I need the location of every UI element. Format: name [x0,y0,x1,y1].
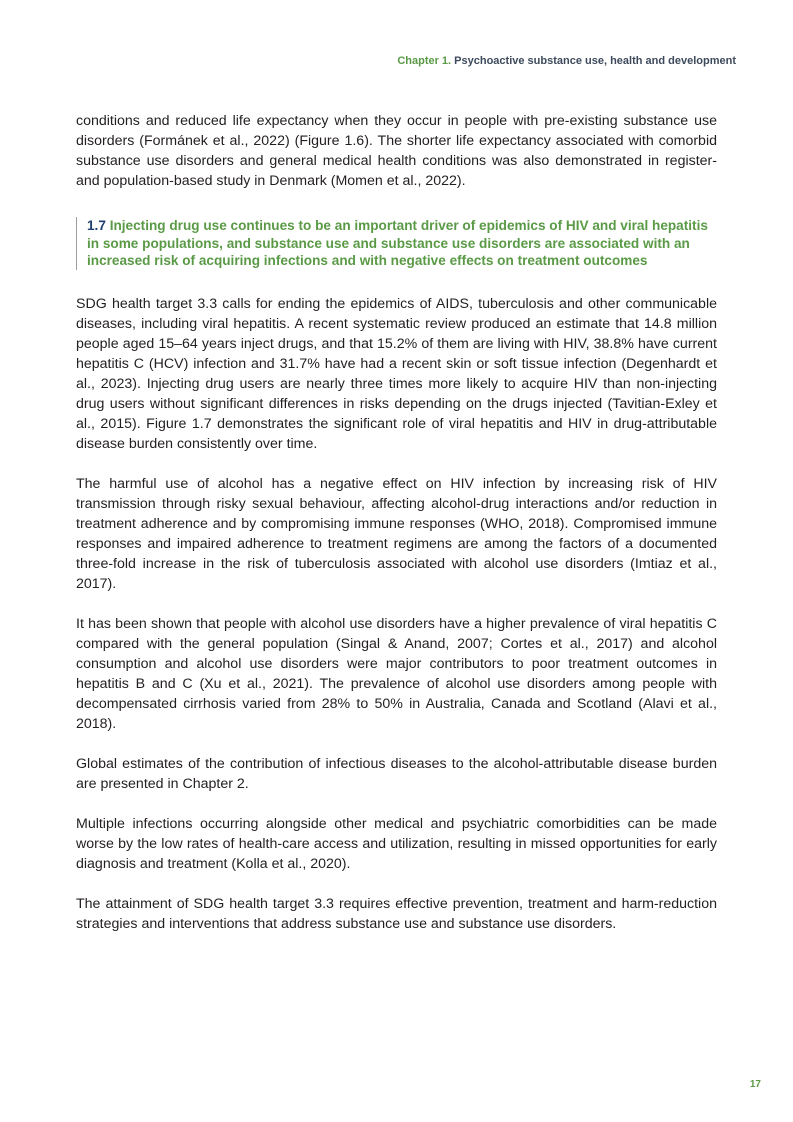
body-paragraph: Global estimates of the contribution of infectious diseases to the alcohol-attributable disease burden are presented in Chapter 2. [76,755,717,792]
body-paragraph: It has been shown that people with alcohol use disorders have a higher prevalence of viral hepatitis C compared with the general population (Singal & Anand, 2007; Cortes et al., 2017) and alcohol consumption and alcohol use disorders were major contributors to poor treatment outcomes in hepatitis B and C (Xu et al., 2021). The prevalence of alcohol use disorders among people with decompensated cirrhosis varied from 28% to 50% in Australia, Canada and Scotland (Alavi et al., 2018). [76,615,717,732]
chapter-title: Psychoactive substance use, health and development [454,55,736,67]
page-number: 17 [749,1079,761,1090]
running-header [397,55,736,67]
section-number: 1.7 [87,218,106,233]
body-paragraph: Multiple infections occurring alongside other medical and psychiatric comorbidities can be made worse by the low rates of health-care access and utilization, resulting in missed opportunities for early diagnosis and treatment (Kolla et al., 2020). [76,815,717,872]
page-content [76,111,717,954]
body-paragraph-continued: conditions and reduced life expectancy when they occur in people with pre-existing substance use disorders (Formánek et al., 2022) (Figure 1.6). The shorter life expectancy associated with comorbid substance use disorders and general medical health conditions was also demonstrated in register- and population-based study in Denmark (Momen et al., 2022). [76,113,717,189]
body-paragraph: The attainment of SDG health target 3.3 requires effective prevention, treatment and harm-reduction strategies and interventions that address substance use and substance use disorders. [76,895,717,932]
section-heading [76,217,717,270]
body-paragraph: The harmful use of alcohol has a negative effect on HIV infection by increasing risk of HIV transmission through risky sexual behaviour, affecting alcohol-drug interactions and/or reduction in treatment adherence and by compromising immune responses (WHO, 2018). Compromised immune responses and impaired adherence to treatment regimens are among the factors of a documented three-fold increase in the risk of tuberculosis associated with alcohol use disorders (Imtiaz et al., 2017). [76,475,717,592]
body-paragraph: SDG health target 3.3 calls for ending the epidemics of AIDS, tuberculosis and other communicable diseases, including viral hepatitis. A recent systematic review produced an estimate that 14.8 million people aged 15–64 years inject drugs, and that 15.2% of them are living with HIV, 38.8% have current hepatitis C (HCV) infection and 31.7% have had a recent skin or soft tissue infection (Degenhardt et al., 2023). Injecting drug users are nearly three times more likely to acquire HIV than non-injecting drug users without significant differences in risks depending on the drugs injected (Tavitian-Exley et al., 2015). Figure 1.7 demonstrates the significant role of viral hepatitis and HIV in drug-attributable disease burden consistently over time. [76,295,717,452]
section-title: Injecting drug use continues to be an important driver of epidemics of HIV and viral hepatitis in some populations, and substance use and substance use disorders are associated with an increased risk of acquiring infections and with negative effects on treatment outcomes [87,218,708,268]
chapter-label: Chapter 1. [397,55,452,67]
